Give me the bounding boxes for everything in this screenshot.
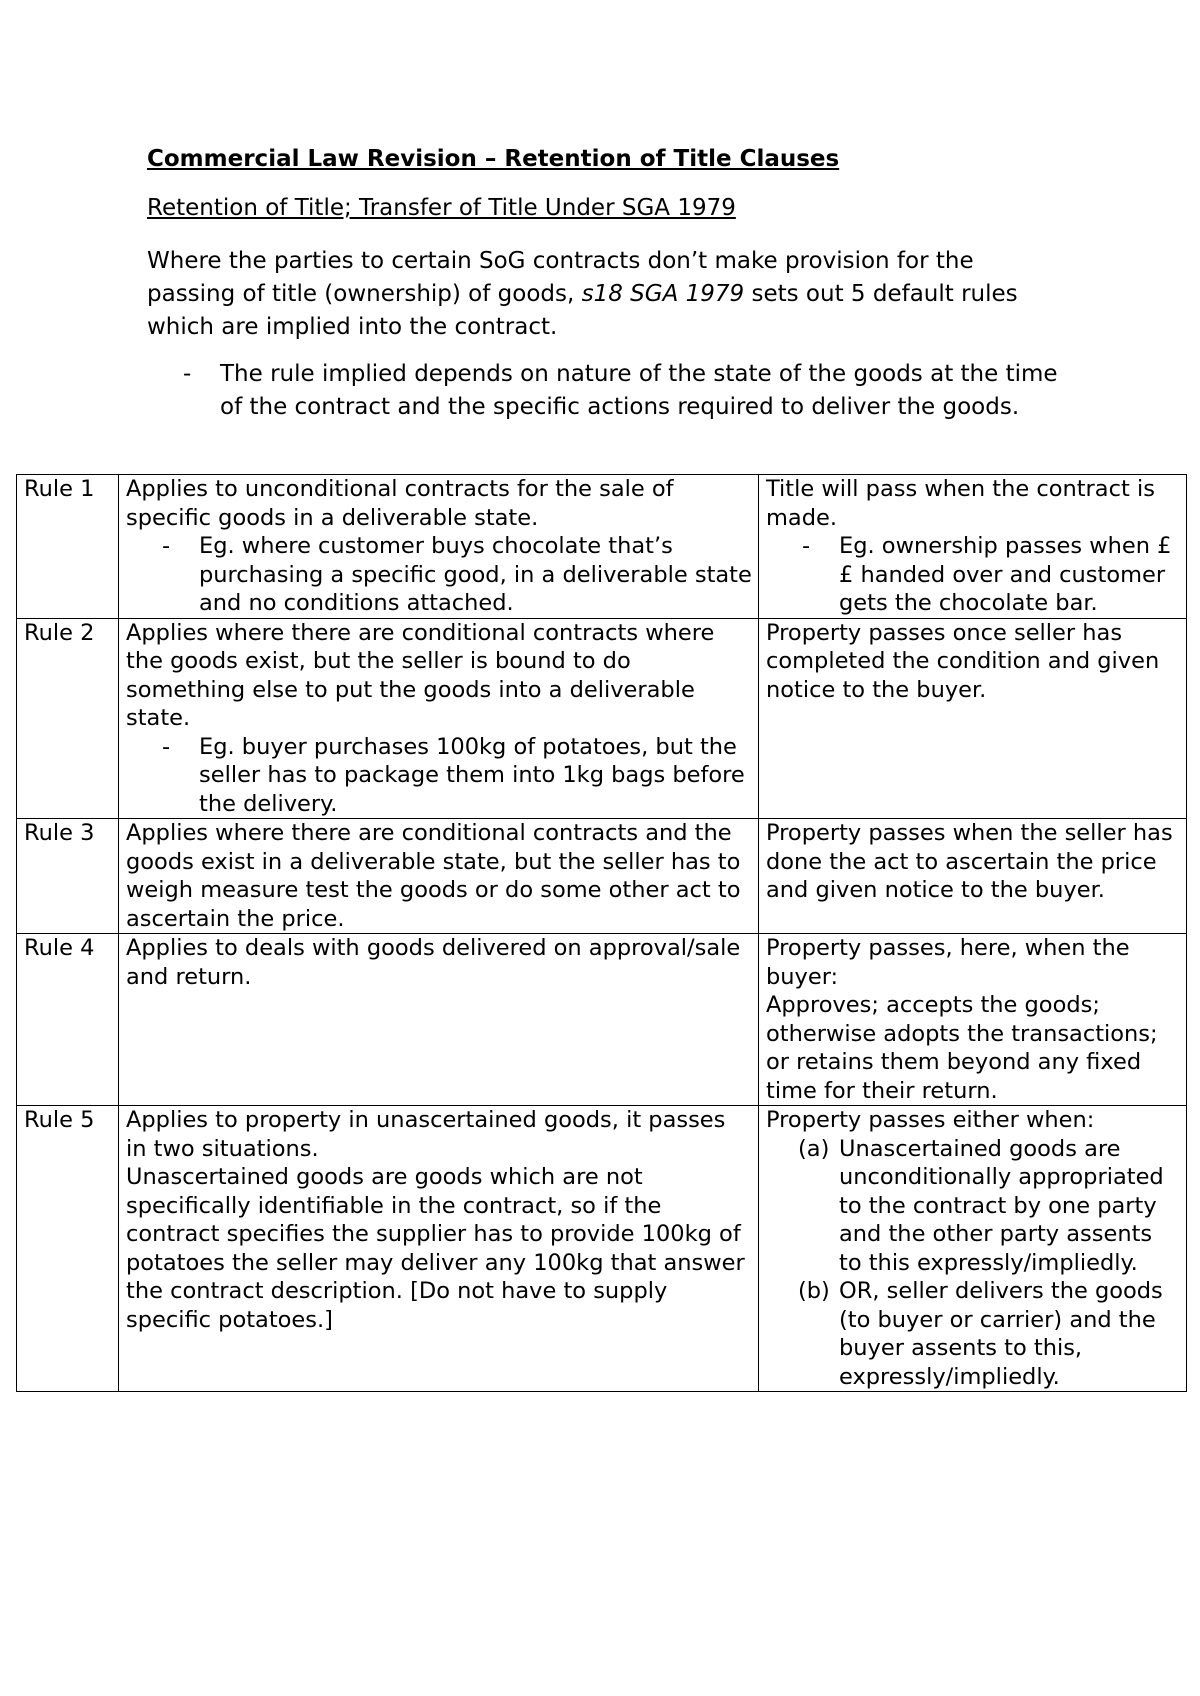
statute-citation: s18 SGA 1979 — [581, 281, 745, 307]
table-row-rule-4 — [17, 934, 1187, 1106]
result-cell — [759, 934, 1187, 1106]
rule-label: Rule 5 — [24, 1107, 95, 1133]
applies-cell — [119, 819, 759, 934]
result-cell — [759, 475, 1187, 619]
condition-text: Unascertained goods are unconditionally appropriated to the contract by one party and the other party assents to this expressly/impliedly. — [839, 1135, 1164, 1276]
table-row-rule-5 — [17, 1106, 1187, 1392]
result-text: Property passes, here, when the buyer: — [766, 935, 1130, 990]
result-text: Property passes either when: — [766, 1107, 1095, 1133]
result-cell — [759, 1106, 1187, 1392]
applies-text: Applies where there are conditional contracts and the goods exist in a deliverable state, but the seller has to weigh measure test the goods or do some other act to ascertain the price. — [126, 820, 741, 932]
bullet-marker: - — [802, 533, 811, 559]
list-item — [798, 1277, 1181, 1391]
rule-label: Rule 3 — [24, 820, 95, 846]
applies-cell — [119, 618, 759, 819]
result-cell — [759, 819, 1187, 934]
applies-extra-text: Unascertained goods are goods which are not specifically identifiable in the contract, so if the contract specifies the supplier has to provide 100kg of potatoes the seller may deliver any 100kg that answer the contract description. [Do not have to supply specific potatoes.] — [126, 1164, 745, 1333]
document-title: Commercial Law Revision – Retention of Title Clauses — [147, 146, 840, 172]
intro-paragraph — [147, 245, 1047, 344]
list-item — [162, 532, 753, 618]
intro-bullet-text: The rule implied depends on nature of the state of the goods at the time of the contract and the specific actions required to deliver the goods. — [220, 361, 1058, 420]
applies-cell — [119, 1106, 759, 1392]
rule-label: Rule 2 — [24, 619, 95, 646]
applies-example-list — [126, 532, 753, 618]
rule-label-cell — [17, 819, 119, 934]
result-text: Property passes once seller has completed the condition and given notice to the buyer. — [766, 619, 1160, 703]
applies-cell — [119, 934, 759, 1106]
rule-label-cell — [17, 934, 119, 1106]
result-cell — [759, 618, 1187, 819]
applies-text: Applies to unconditional contracts for the sale of specific goods in a deliverable state. — [126, 476, 674, 531]
table-row-rule-1 — [17, 475, 1187, 619]
result-text: Property passes when the seller has done the act to ascertain the price and given notice to the buyer. — [766, 820, 1173, 903]
bullet-marker: - — [183, 361, 192, 387]
result-text: Title will pass when the contract is made. — [766, 476, 1155, 531]
list-marker: (b) — [798, 1278, 830, 1304]
table-row-rule-2 — [17, 618, 1187, 819]
applies-example-list — [126, 733, 753, 819]
bullet-marker: - — [162, 733, 171, 760]
intro-bullet — [147, 358, 1067, 424]
rules-table — [16, 474, 1187, 1392]
applies-text: Applies where there are conditional contracts where the goods exist, but the seller is bound to do something else to put the goods into a deliverable state. — [126, 619, 715, 731]
rule-label: Rule 4 — [24, 935, 95, 961]
applies-cell — [119, 475, 759, 619]
table-row-rule-3 — [17, 819, 1187, 934]
section-heading: Retention of Title; Transfer of Title Under SGA 1979 — [147, 195, 736, 221]
bullet-marker: - — [162, 533, 171, 559]
rule-label-cell — [17, 618, 119, 819]
result-conditions-list — [766, 1135, 1181, 1392]
list-marker: (a) — [798, 1135, 830, 1162]
list-item — [798, 1135, 1181, 1278]
intro-text-before: Where the parties to certain SoG contracts don’t make provision for the passing of title (ownership) of goods, — [147, 248, 974, 307]
rule-label-cell — [17, 1106, 119, 1392]
result-extra-text: Approves; accepts the goods; otherwise adopts the transactions; or retains them beyond any fixed time for their return. — [766, 992, 1158, 1104]
list-item — [162, 733, 753, 819]
applies-text: Applies to property in unascertained goods, it passes in two situations. — [126, 1107, 726, 1162]
result-example-list — [766, 532, 1181, 618]
condition-text: OR, seller delivers the goods (to buyer or carrier) and the buyer assents to this, expressly/impliedly. — [839, 1278, 1163, 1390]
list-item — [802, 532, 1181, 618]
example-text: Eg. buyer purchases 100kg of potatoes, but the seller has to package them into 1kg bags before the delivery. — [199, 733, 745, 817]
intro-text-after: sets out 5 default rules which are implied into the contract. — [147, 281, 1018, 340]
example-text: Eg. ownership passes when ££ handed over and customer gets the chocolate bar. — [839, 533, 1172, 616]
example-text: Eg. where customer buys chocolate that’s purchasing a specific good, in a deliverable state and no conditions attached. — [199, 533, 752, 616]
rule-label: Rule 1 — [24, 476, 95, 502]
applies-text: Applies to deals with goods delivered on approval/sale and return. — [126, 935, 741, 990]
rule-label-cell — [17, 475, 119, 619]
